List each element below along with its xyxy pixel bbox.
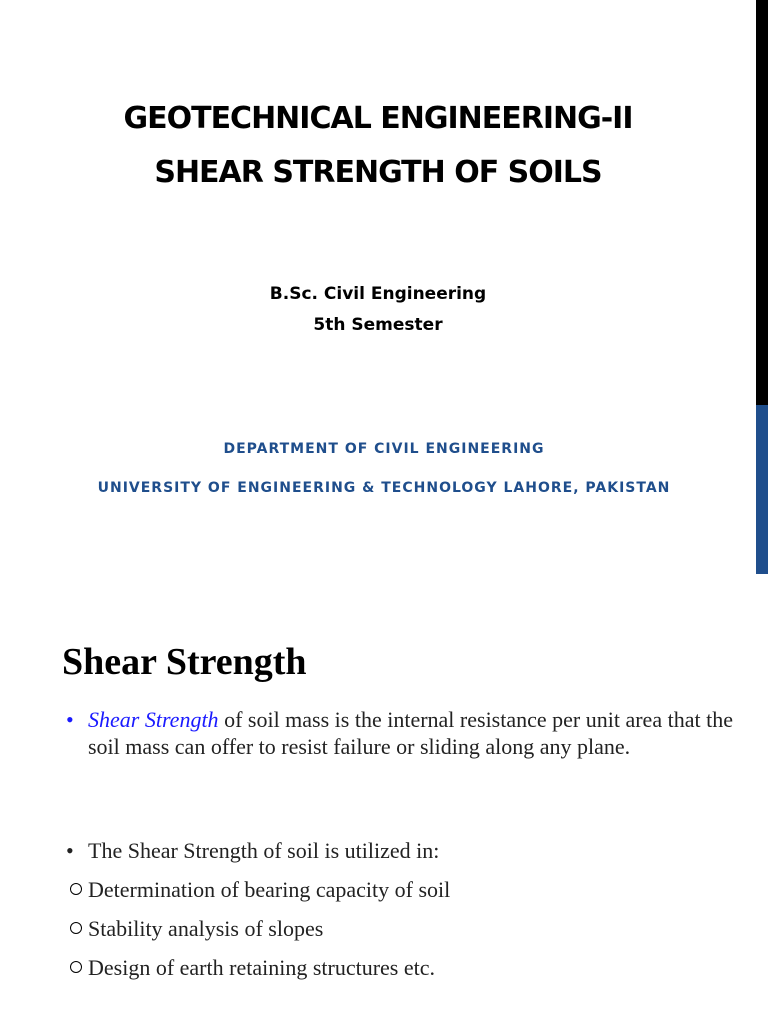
circle-bullet-icon	[70, 961, 82, 973]
emphasis-term: Shear Strength	[88, 707, 219, 732]
circle-bullet-icon	[70, 922, 82, 934]
department-label: DEPARTMENT OF CIVIL ENGINEERING	[223, 441, 545, 457]
university-label: UNIVERSITY OF ENGINEERING & TECHNOLOGY LAHORE, PAKISTAN	[97, 480, 671, 496]
semester-label: 5th Semester	[313, 315, 443, 335]
list-item-text: Determination of bearing capacity of soil	[88, 877, 451, 902]
list-item-text: Stability analysis of slopes	[88, 916, 324, 941]
circle-bullet-icon	[70, 883, 82, 895]
definition-text: of soil mass is the internal resistance per unit area that the soil mass can offer to resist failure or sliding along any plane.	[88, 707, 733, 759]
list-item	[70, 915, 740, 942]
list-item	[70, 876, 740, 903]
bullet-text: The Shear Strength of soil is utilized in:	[88, 838, 440, 863]
slide-title-line2: SHEAR STRENGTH OF SOILS	[154, 155, 602, 190]
bullet-dot-icon: •	[66, 707, 74, 732]
program-label: B.Sc. Civil Engineering	[269, 284, 487, 304]
list-item-text: Design of earth retaining structures etc.	[88, 955, 435, 980]
bullet-item	[66, 706, 736, 760]
content-slide	[0, 582, 768, 1024]
slide-title-line1: GEOTECHNICAL ENGINEERING-II	[123, 101, 633, 136]
side-bar-blue	[756, 405, 768, 574]
bullet-dot-icon: •	[66, 838, 74, 863]
slide-heading: Shear Strength	[62, 641, 307, 683]
side-bar-black	[756, 0, 768, 405]
bullet-item	[66, 837, 736, 864]
bullet-text	[88, 706, 736, 760]
list-item	[70, 954, 740, 981]
